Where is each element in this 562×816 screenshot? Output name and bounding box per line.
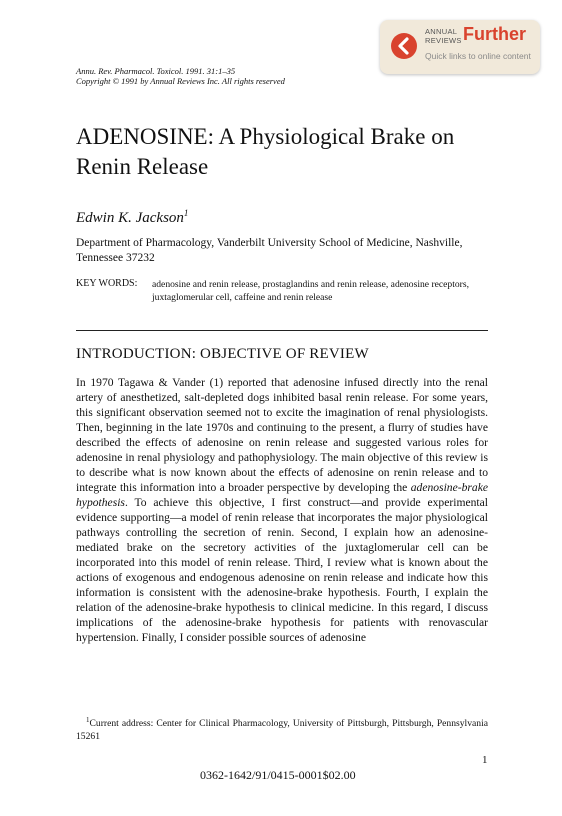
author-footnote-mark: 1 bbox=[183, 208, 189, 218]
keywords-list: adenosine and renin release, prostaglandins and renin release, adenosine receptors, juxtaglomerular cell, caffeine and renin release bbox=[152, 279, 469, 303]
author-line bbox=[76, 208, 188, 227]
article-title: ADENOSINE: A Physiological Brake on Renin Release bbox=[76, 124, 455, 179]
footnote-text: Current address: Center for Clinical Pharmacology, University of Pittsburgh, Pittsburgh, Pennsylvania 15261 bbox=[76, 718, 488, 743]
body-emphasis: adenosine-brake hypothesis bbox=[76, 481, 488, 509]
keywords-label: KEY WORDS: bbox=[76, 278, 138, 289]
body-segment-1: In 1970 Tagawa & Vander (1) reported that adenosine infused directly into the renal artery of anesthetized, salt-depleted dogs inhibited basal renin release. For some years, this significant observation seemed not to excite the imagination of renal physiologists. Then, beginning in the late 1970s and continuing to the present, a flurry of studies have described the effects of adenosine on renin release and suggested various roles for adenosine in renal physiology and pathophysiology. The main objective of this review is to describe what is now known about the effects of adenosine on renin release and to integrate this information into a broader perspective by developing the bbox=[76, 376, 488, 494]
body-text bbox=[76, 375, 488, 645]
annual-reviews-further-badge[interactable] bbox=[380, 20, 540, 74]
body-paragraph bbox=[76, 375, 488, 645]
journal-copyright: Copyright © 1991 by Annual Reviews Inc. All rights reserved bbox=[76, 76, 285, 86]
journal-citation: Annu. Rev. Pharmacol. Toxicol. 1991. 31:1–35 bbox=[76, 66, 236, 76]
badge-line-reviews: REVIEWS bbox=[425, 36, 462, 45]
further-arrow-icon bbox=[391, 33, 417, 59]
badge-publisher-name bbox=[425, 27, 462, 45]
badge-further-label: Further bbox=[463, 24, 526, 44]
badge-line-annual: ANNUAL bbox=[425, 27, 458, 36]
author-affiliation: Department of Pharmacology, Vanderbilt University School of Medicine, Nashville, Tennessee 37232 bbox=[76, 237, 463, 264]
journal-header bbox=[76, 66, 285, 86]
section-heading: INTRODUCTION: OBJECTIVE OF REVIEW bbox=[76, 346, 369, 362]
author-name: Edwin K. Jackson bbox=[76, 210, 184, 226]
footnote-mark: 1 bbox=[86, 716, 90, 724]
section-divider bbox=[76, 330, 488, 331]
footnote bbox=[76, 714, 488, 743]
footnote-paragraph bbox=[76, 714, 488, 743]
badge-subtitle: Quick links to online content bbox=[425, 51, 531, 61]
page-number: 1 bbox=[482, 754, 488, 766]
body-segment-2: . To achieve this objective, I first construct—and provide experimental evidence supporting—a model of renin release that incorporates the major physiological pathways controlling the secretion of renin. Second, I explain how an adenosine-mediated brake on the secretory activities of the juxtaglomerular cell can be incorporated into this model of renin release. Third, I review what is known about the actions of exogenous and endogenous adenosine on renin release and indicate how this information is consistent with the adenosine-brake hypothesis. Fourth, I explain the relation of the adenosine-brake hypothesis to clinical medicine. In this regard, I discuss implications of the adenosine-brake hypothesis for patients with renovascular hypertension. Finally, I consider possible sources of adenosine bbox=[76, 496, 488, 644]
article-code: 0362-1642/91/0415-0001$02.00 bbox=[200, 768, 356, 782]
